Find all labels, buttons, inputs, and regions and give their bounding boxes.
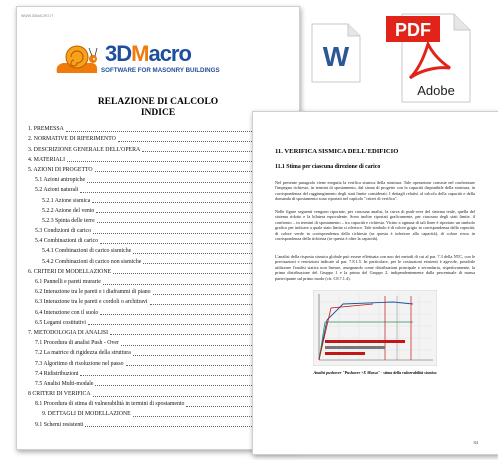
toc-entry-label: 1. PREMESSA bbox=[28, 126, 64, 133]
toc-entry bbox=[28, 369, 290, 379]
logo-wordmark: 3DMacro bbox=[105, 41, 191, 66]
toc-entry-label: 4. MATERIALI bbox=[28, 156, 66, 163]
toc-entry-label: 7. METODOLOGIA DI ANALISI bbox=[28, 329, 109, 336]
section-title: 11. VERIFICA SISMICA DELL'EDIFICIO bbox=[275, 148, 399, 155]
toc-entry bbox=[28, 389, 290, 399]
toc-entry bbox=[28, 206, 290, 216]
toc-entry bbox=[28, 307, 290, 317]
toc-entry bbox=[28, 175, 290, 185]
toc-entry-label: 7.4 Ridistribuzioni bbox=[35, 370, 79, 377]
toc-entry-label: 7.1 Procedura di analisi Push - Over bbox=[35, 340, 119, 347]
toc-entry bbox=[28, 165, 290, 175]
toc-entry-label: 8.1 Procedura di stima di vulnerabilità in termini di spostamento bbox=[35, 401, 185, 408]
toc-entry bbox=[28, 287, 290, 297]
toc-entry-label: 5. AZIONI DI PROGETTO bbox=[28, 166, 93, 173]
toc-entry-label: 9.1 Schemi resistenti bbox=[35, 421, 84, 428]
toc-entry bbox=[28, 216, 290, 226]
toc-entry-label: 2. NORMATIVE DI RIFERIMENTO bbox=[28, 136, 116, 143]
toc-entry-label: 6.5 Legami costitutivi bbox=[35, 319, 87, 326]
snail-mascot-icon bbox=[51, 39, 101, 77]
toc-entry bbox=[28, 124, 290, 134]
toc-entry-label: 7.2 La matrice di rigidezza della struttura bbox=[35, 350, 131, 357]
paragraph: L'analisi della risposta sismica globale può essere effettuata con uno dei metodi di cui al par. 7.3 della NTC, con le precisazioni e restrizioni indicate al par. 7.8.1.5. In particolare, per le costruzioni esistenti è agevole, possibile utilizzare l'analisi statica non lineare, assegnando come distribuzioni principale e secondaria, rispettivamente, la prima distribuzione del Gruppo 1 e la prima del Gruppo 2, indipendentemente dalla percentuale di massa partecipante sul primo modo (cfr. C8.7.1.4). bbox=[275, 254, 475, 281]
toc-entry-label: 5.2.2 Azione del vento bbox=[42, 207, 95, 214]
toc-entry-label: 8 CRITERI DI VERIFICA bbox=[28, 391, 91, 398]
word-letter: W bbox=[322, 41, 350, 72]
toc-entry bbox=[28, 185, 290, 195]
toc-entry bbox=[28, 236, 290, 246]
toc-entry-label: 5.4.2 Combinazioni di carico non sismiche bbox=[42, 258, 142, 265]
toc-entry bbox=[28, 328, 290, 338]
toc-entry bbox=[28, 338, 290, 348]
toc-entry bbox=[28, 409, 290, 419]
toc-entry-label: 9. DETTAGLI DI MODELLAZIONE bbox=[42, 411, 131, 418]
table-of-contents bbox=[28, 124, 290, 430]
pdf-label: Adobe bbox=[417, 83, 455, 98]
pushover-chart-image bbox=[313, 290, 437, 366]
toc-entry bbox=[28, 226, 290, 236]
toc-entry bbox=[28, 358, 290, 368]
logo-tagline: SOFTWARE FOR MASONRY BUILDINGS bbox=[101, 67, 220, 74]
pdf-icon bbox=[384, 8, 474, 106]
brand-logo bbox=[17, 14, 299, 81]
toc-entry-label: 6.2 Interazione tra le pareti e i diaframmi di piano bbox=[35, 289, 151, 296]
toc-entry bbox=[28, 195, 290, 205]
toc-entry bbox=[28, 379, 290, 389]
toc-entry bbox=[28, 256, 290, 266]
toc-entry-label: 7.3 Algoritmo di risoluzione nel passo bbox=[35, 360, 124, 367]
page-number: 84 bbox=[473, 440, 478, 445]
toc-entry-label: 5.2.1 Azione sismica bbox=[42, 197, 91, 204]
pdf-badge-text: PDF bbox=[395, 20, 431, 40]
toc-entry-label: 7.5 Analisi Multi-modale bbox=[35, 380, 94, 387]
content-page bbox=[252, 111, 498, 455]
toc-entry-label: 5.4.1 Combinazioni di carico sismiche bbox=[42, 248, 132, 255]
toc-entry-label: 5.2 Azioni naturali bbox=[35, 187, 79, 194]
toc-entry bbox=[28, 246, 290, 256]
subsection-title: 11.1 Stima per ciascuna direzione di carico bbox=[275, 164, 381, 170]
toc-entry-label: 5.4 Combinazioni di carico bbox=[35, 238, 99, 245]
paragraph: Nelle figure seguenti vengono riportate, per ciascuna analisi, la curva di push-over del sistema reale, quella del sistema ridotto e la bilatera equivalente. Sono inoltre riportati graficamente, per ciascuno degli stati limite, il confronto – in termini di spostamento – tra capacità e richiesta. Vicino a ognuna di tali linee è riportato un simbolo grafico per indicare a quale stato limite si riferisce. Tale simbolo è di colore grigio in corrispondenza della capacità, di colore verde in corrispondenza della richiesta (se questa è inferiore alla capacità), di colore rosso in corrispondenza della richiesta (se questa è oltre la capacità). bbox=[275, 209, 475, 242]
toc-entry bbox=[28, 348, 290, 358]
toc-entry-label: 6.3 Interazione tra le pareti e cordoli o architravi bbox=[35, 299, 148, 306]
toc-entry bbox=[28, 155, 290, 165]
toc-entry-label: 5.1 Azioni antropiche bbox=[35, 177, 86, 184]
toc-entry bbox=[28, 267, 290, 277]
toc-entry-label: 5.2.3 Spinta delle terre bbox=[42, 217, 95, 224]
toc-entry bbox=[28, 134, 290, 144]
toc-entry-label: 5.3 Condizioni di carico bbox=[35, 228, 92, 235]
toc-entry bbox=[28, 144, 290, 154]
word-icon bbox=[310, 22, 362, 84]
logo-url: WWW.3DMACRO.IT bbox=[21, 14, 54, 18]
toc-entry bbox=[28, 419, 290, 429]
toc-entry bbox=[28, 399, 290, 409]
toc-entry bbox=[28, 277, 290, 287]
paragraph: Nel presente paragrafo viene eseguita la verifica sismica della struttura. Tale operazione consiste nel confrontare l'impegno richiesto, in termini di spostamento, dal sisma di progetto con la capacità disponibile della struttura, in corrispondenza del raggiungimento degli stati limite considerati. I dettagli relativi al calcolo della capacità e della domanda di spostamento sono riportati nel capitolo "criteri di verifica". bbox=[275, 180, 475, 202]
toc-entry bbox=[28, 318, 290, 328]
toc-entry-label: 6.4 Interazione con il suolo bbox=[35, 309, 99, 316]
toc-entry-label: 6.1 Pannelli e pareti murarie bbox=[35, 279, 101, 285]
toc-entry bbox=[28, 297, 290, 307]
document-title: RELAZIONE DI CALCOLO bbox=[97, 97, 219, 107]
chart-caption: Analisi pushover "Pushover +X Massa" - stima della vulnerabilità sismica bbox=[313, 370, 437, 375]
toc-entry-label: 3. DESCRIZIONE GENERALE DELL'OPERA bbox=[28, 146, 141, 153]
toc-entry-label: 6. CRITERI DI MODELLAZIONE bbox=[28, 268, 112, 275]
document-subtitle: INDICE bbox=[140, 108, 176, 118]
